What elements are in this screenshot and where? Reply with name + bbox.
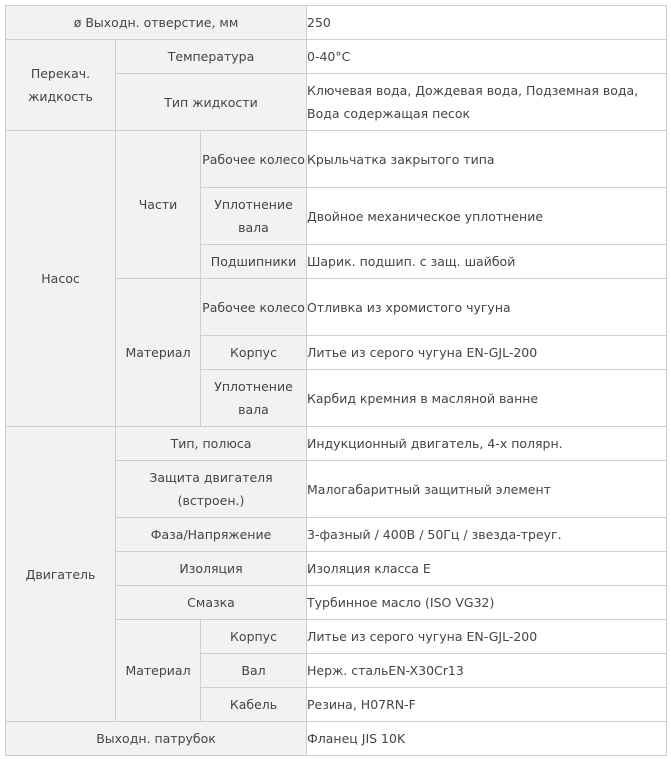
row-outlet-connection xyxy=(6,722,667,756)
temperature-value: 0-40°C xyxy=(307,40,667,74)
motor-material-label: Материал xyxy=(116,620,201,722)
motor-protection-value: Малогабаритный защитный элемент xyxy=(307,461,667,518)
pump-parts-impeller-value: Крыльчатка закрытого типа xyxy=(307,131,667,188)
specification-table xyxy=(5,5,667,756)
motor-type-poles-label: Тип, полюса xyxy=(116,427,307,461)
motor-material-cable-value: Резина, H07RN-F xyxy=(307,688,667,722)
motor-material-casing-value: Литье из серого чугуна EN-GJL-200 xyxy=(307,620,667,654)
pump-material-shaft-seal-label: Уплотнение вала xyxy=(201,370,307,427)
pump-material-casing-value: Литье из серого чугуна EN-GJL-200 xyxy=(307,336,667,370)
motor-material-cable-label: Кабель xyxy=(201,688,307,722)
motor-lubrication-value: Турбинное масло (ISO VG32) xyxy=(307,586,667,620)
liquid-type-label: Тип жидкости xyxy=(116,74,307,131)
pump-parts-impeller-label: Рабочее колесо xyxy=(201,131,307,188)
row-outlet-diameter xyxy=(6,6,667,40)
row-motor-type-poles xyxy=(6,427,667,461)
motor-phase-voltage-value: 3-фазный / 400В / 50Гц / звезда-треуг. xyxy=(307,518,667,552)
row-pump-parts-impeller xyxy=(6,131,667,188)
motor-phase-voltage-label: Фаза/Напряжение xyxy=(116,518,307,552)
pump-material-impeller-label: Рабочее колесо xyxy=(201,279,307,336)
pump-material-shaft-seal-value: Карбид кремния в масляной ванне xyxy=(307,370,667,427)
motor-material-shaft-label: Вал xyxy=(201,654,307,688)
motor-label: Двигатель xyxy=(6,427,116,722)
motor-material-casing-label: Корпус xyxy=(201,620,307,654)
outlet-connection-label: Выходн. патрубок xyxy=(6,722,307,756)
liquid-type-value: Ключевая вода, Дождевая вода, Подземная вода, Вода содержащая песок xyxy=(307,74,667,131)
row-liquid-temperature xyxy=(6,40,667,74)
motor-insulation-label: Изоляция xyxy=(116,552,307,586)
motor-insulation-value: Изоляция класса Е xyxy=(307,552,667,586)
liquid-label: Перекач. жидкость xyxy=(6,40,116,131)
motor-protection-label: Защита двигателя (встроен.) xyxy=(116,461,307,518)
pump-parts-shaft-seal-label: Уплотнение вала xyxy=(201,188,307,245)
motor-type-poles-value: Индукционный двигатель, 4-х полярн. xyxy=(307,427,667,461)
pump-material-casing-label: Корпус xyxy=(201,336,307,370)
pump-parts-shaft-seal-value: Двойное механическое уплотнение xyxy=(307,188,667,245)
motor-material-shaft-value: Нерж. стальEN-X30Cr13 xyxy=(307,654,667,688)
pump-material-impeller-value: Отливка из хромистого чугуна xyxy=(307,279,667,336)
outlet-connection-value: Фланец JIS 10K xyxy=(307,722,667,756)
outlet-diameter-label: ø Выходн. отверстие, мм xyxy=(6,6,307,40)
pump-parts-bearings-label: Подшипники xyxy=(201,245,307,279)
pump-parts-bearings-value: Шарик. подшип. с защ. шайбой xyxy=(307,245,667,279)
motor-lubrication-label: Смазка xyxy=(116,586,307,620)
outlet-diameter-value: 250 xyxy=(307,6,667,40)
pump-label: Насос xyxy=(6,131,116,427)
pump-material-label: Материал xyxy=(116,279,201,427)
pump-parts-label: Части xyxy=(116,131,201,279)
temperature-label: Температура xyxy=(116,40,307,74)
